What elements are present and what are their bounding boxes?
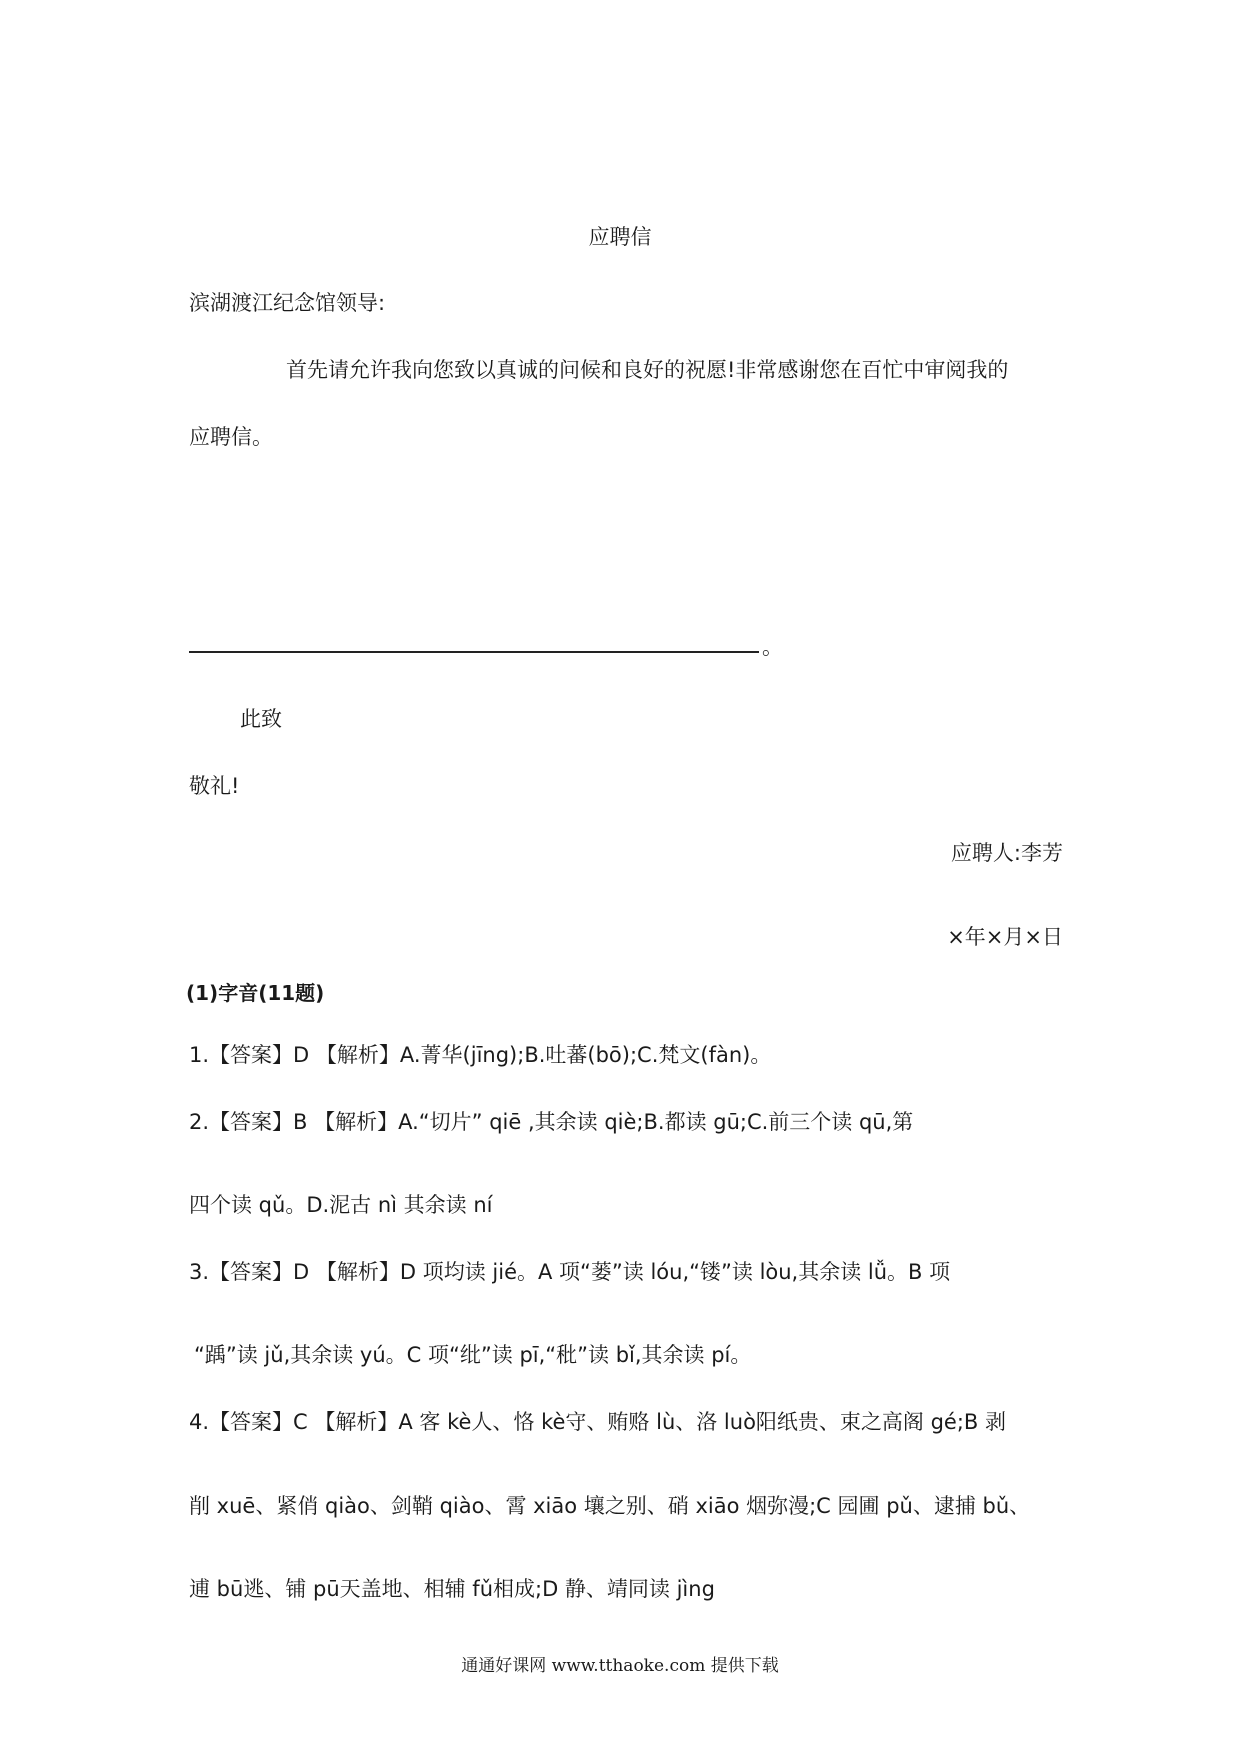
letter-body-line-1: 首先请允许我向您致以真诚的问候和良好的祝愿!非常感谢您在百忙中审阅我的 <box>286 358 1009 382</box>
answer-line: 4.【答案】C 【解析】A 客 kè人、恪 kè守、贿赂 lù、洛 luò阳纸贵、束之高阁 gé;B 剥 <box>189 1410 1006 1434</box>
answer-line: 2.【答案】B 【解析】A.“切片” qiē ,其余读 qiè;B.都读 gū;C.前三个读 qū,第 <box>189 1110 914 1134</box>
letter-signature: 应聘人:李芳 <box>950 841 1063 865</box>
letter-closing-1: 此致 <box>240 707 282 731</box>
answer-line: “踽”读 jǔ,其余读 yú。C 项“纰”读 pī,“秕”读 bǐ,其余读 pí。 <box>194 1343 752 1367</box>
answer-line: 削 xuē、紧俏 qiào、剑鞘 qiào、霄 xiāo 壤之别、硝 xiāo 烟弥漫;C 园圃 pǔ、逮捕 bǔ、 <box>189 1494 1031 1518</box>
letter-salutation: 滨湖渡江纪念馆领导: <box>189 291 386 315</box>
section-heading: (1)字音(11题) <box>186 981 325 1005</box>
letter-closing-2: 敬礼! <box>189 774 240 798</box>
answer-line: 3.【答案】D 【解析】D 项均读 jié。A 项“蒌”读 lóu,“镂”读 lòu,其余读 lǚ。B 项 <box>189 1260 951 1284</box>
answer-line: 四个读 qǔ。D.泥古 nì 其余读 ní <box>189 1193 493 1217</box>
page-footer: 通通好课网 www.tthaoke.com 提供下载 <box>461 1656 779 1676</box>
fill-in-blank-period: 。 <box>762 635 783 659</box>
letter-date: ×年×月×日 <box>947 925 1063 949</box>
answer-line: 逋 bū逃、铺 pū天盖地、相辅 fǔ相成;D 静、靖同读 jìng <box>189 1577 715 1601</box>
answer-line: 1.【答案】D 【解析】A.菁华(jīng);B.吐蕃(bō);C.梵文(fàn)。 <box>189 1043 772 1067</box>
letter-title: 应聘信 <box>588 225 652 249</box>
fill-in-blank-line <box>189 651 759 653</box>
letter-body-line-2: 应聘信。 <box>189 425 273 449</box>
